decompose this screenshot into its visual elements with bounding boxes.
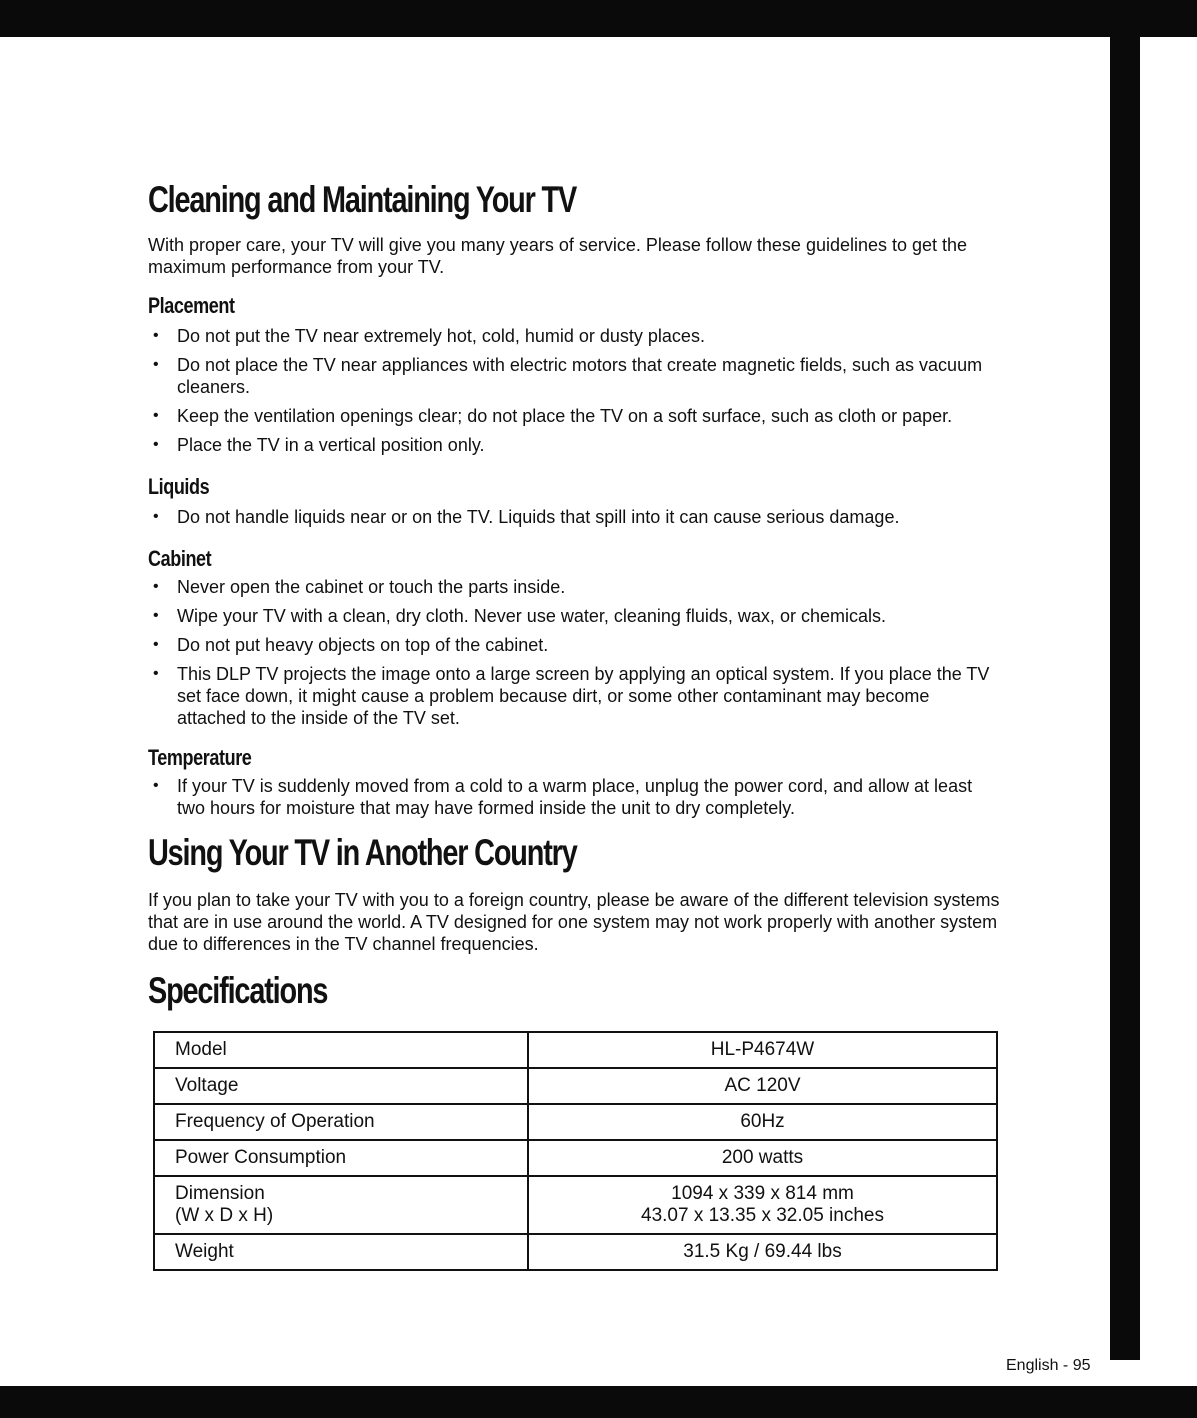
dimension-label-unit: (W x D x H): [175, 1205, 274, 1226]
list-item: • Do not put the TV near extremely hot, cold, humid or dusty places.: [148, 325, 1003, 347]
table-row: [154, 1104, 997, 1140]
spec-value: HL-P4674W: [528, 1032, 997, 1068]
list-item: • Place the TV in a vertical position only.: [148, 434, 1003, 456]
table-row: [154, 1234, 997, 1270]
list-item: • Wipe your TV with a clean, dry cloth. Never use water, cleaning fluids, wax, or chemicals.: [148, 605, 1003, 627]
specifications-table: [153, 1031, 998, 1271]
spec-value: 200 watts: [528, 1140, 997, 1176]
spec-label: Weight: [154, 1234, 528, 1270]
another-country-title: Using Your TV in Another Country: [148, 832, 577, 873]
another-country-text: If you plan to take your TV with you to a foreign country, please be aware of the different television systems that are in use around the world. A TV designed for one system may not work properly with another system due to differences in the TV channel frequencies.: [148, 890, 1000, 954]
spec-value: 60Hz: [528, 1104, 997, 1140]
bottom-border-bar: [0, 1386, 1197, 1418]
spec-label: [154, 1176, 528, 1234]
top-border-bar: [0, 0, 1197, 37]
temperature-list: [148, 775, 1003, 819]
dimension-value-mm: 1094 x 339 x 814 mm: [671, 1183, 854, 1204]
right-border-bar: [1110, 0, 1140, 1360]
list-item: • Do not place the TV near appliances with electric motors that create magnetic fields, such as vacuum cleaners.: [148, 354, 1003, 398]
spec-label: Model: [154, 1032, 528, 1068]
placement-heading: Placement: [148, 293, 235, 318]
list-item: • This DLP TV projects the image onto a large screen by applying an optical system. If you place the TV set face down, it might cause a problem because dirt, or some other contaminant may become attached to the inside of the TV set.: [148, 663, 1003, 729]
spec-label: Frequency of Operation: [154, 1104, 528, 1140]
placement-list: [148, 325, 1003, 456]
cabinet-heading: Cabinet: [148, 546, 212, 571]
dimension-value-inches: 43.07 x 13.35 x 32.05 inches: [641, 1205, 884, 1226]
spec-value: [528, 1176, 997, 1234]
page-content: [148, 178, 1003, 1271]
list-item: • Do not put heavy objects on top of the cabinet.: [148, 634, 1003, 656]
cabinet-list: [148, 576, 1003, 729]
liquids-list: [148, 506, 1003, 528]
table-row: [154, 1140, 997, 1176]
liquids-heading: Liquids: [148, 474, 210, 499]
temperature-heading: Temperature: [148, 745, 252, 770]
list-item: • Keep the ventilation openings clear; do not place the TV on a soft surface, such as cloth or paper.: [148, 405, 1003, 427]
spec-value: AC 120V: [528, 1068, 997, 1104]
list-item: • Never open the cabinet or touch the parts inside.: [148, 576, 1003, 598]
spec-value: 31.5 Kg / 69.44 lbs: [528, 1234, 997, 1270]
dimension-label: Dimension: [175, 1183, 265, 1204]
spec-label: Power Consumption: [154, 1140, 528, 1176]
cleaning-intro: With proper care, your TV will give you many years of service. Please follow these guidelines to get the maximum performance from your TV.: [148, 235, 968, 277]
table-row: [154, 1176, 997, 1234]
list-item: • Do not handle liquids near or on the TV. Liquids that spill into it can cause serious damage.: [148, 506, 1003, 528]
page-number: English - 95: [1006, 1357, 1091, 1374]
specifications-title: Specifications: [148, 970, 328, 1011]
spec-label: Voltage: [154, 1068, 528, 1104]
cleaning-title: Cleaning and Maintaining Your TV: [148, 179, 577, 220]
table-row: [154, 1068, 997, 1104]
table-row: [154, 1032, 997, 1068]
list-item: • If your TV is suddenly moved from a cold to a warm place, unplug the power cord, and allow at least two hours for moisture that may have formed inside the unit to dry completely.: [148, 775, 1003, 819]
